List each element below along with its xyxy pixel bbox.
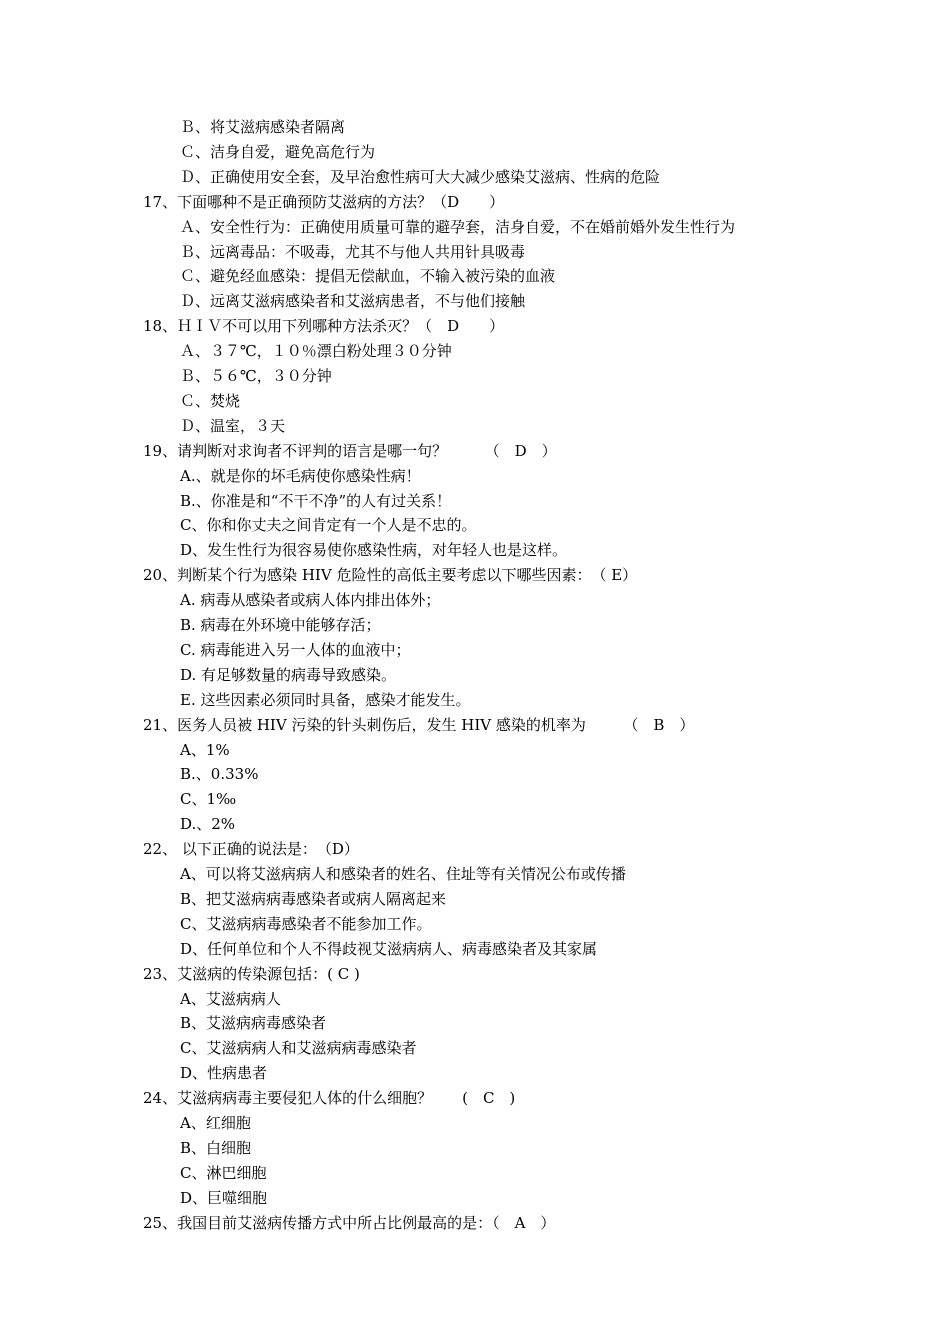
option-line: E. 这些因素必须同时具备，感染才能发生。 (180, 691, 471, 709)
option-line: C. 病毒能进入另一人体的血液中； (180, 641, 411, 659)
question-line: 18、ＨＩＶ不可以用下列哪种方法杀灭？（ D ） (143, 317, 505, 335)
option-line: Ａ、３７℃，１０％漂白粉处理３０分钟 (180, 342, 452, 360)
option-line: A、1% (180, 741, 230, 759)
question-line: 17、下面哪种不是正确预防艾滋病的方法？（D ） (143, 193, 505, 211)
option-line: B.、你准是和“不干不净”的人有过关系！ (180, 492, 452, 510)
option-line: B、把艾滋病病毒感染者或病人隔离起来 (180, 890, 447, 908)
option-line: B. 病毒在外环境中能够存活； (180, 616, 381, 634)
question-line: 25、我国目前艾滋病传播方式中所占比例最高的是：（ A ） (143, 1214, 556, 1232)
option-line: A. 病毒从感染者或病人体内排出体外； (180, 591, 441, 609)
option-line: Ｂ、将艾滋病感染者隔离 (180, 118, 346, 136)
option-line: Ｂ、远离毒品：不吸毒，尤其不与他人共用针具吸毒 (180, 243, 526, 261)
option-line: Ａ、安全性行为：正确使用质量可靠的避孕套，洁身自爱，不在婚前婚外发生性行为 (180, 218, 736, 236)
option-line: C、1‰ (180, 790, 237, 808)
option-line: D、任何单位和个人不得歧视艾滋病病人、病毒感染者及其家属 (180, 940, 598, 958)
option-line: B、白细胞 (180, 1139, 252, 1157)
option-line: A、可以将艾滋病病人和感染者的姓名、住址等有关情况公布或传播 (180, 865, 626, 883)
option-line: C、你和你丈夫之间肯定有一个人是不忠的。 (180, 516, 477, 534)
option-line: Ｃ、避免经血感染：提倡无偿献血，不输入被污染的血液 (180, 267, 556, 285)
option-line: D、巨噬细胞 (180, 1189, 268, 1207)
option-line: Ｄ、温室，３天 (180, 417, 286, 435)
question-line: 19、请判断对求询者不评判的语言是哪一句？ （ D ） (143, 442, 557, 460)
option-line: D. 有足够数量的病毒导致感染。 (180, 666, 397, 684)
question-line: 22、 以下正确的说法是： （D） (143, 840, 359, 858)
question-line: 24、艾滋病病毒主要侵犯人体的什么细胞？ ( C ) (143, 1089, 516, 1107)
option-line: Ｂ、５６℃，３０分钟 (180, 367, 332, 385)
option-line: Ｃ、洁身自爱，避免高危行为 (180, 143, 376, 161)
option-line: A、红细胞 (180, 1114, 251, 1132)
question-line: 20、判断某个行为感染 HIV 危险性的高低主要考虑以下哪些因素： （ E） (143, 566, 638, 584)
option-line: D、性病患者 (180, 1064, 268, 1082)
option-line: A、艾滋病病人 (180, 990, 281, 1008)
option-line: Ｄ、正确使用安全套，及早治愈性病可大大减少感染艾滋病、性病的危险 (180, 168, 661, 186)
option-line: D、发生性行为很容易使你感染性病，对年轻人也是这样。 (180, 541, 568, 559)
option-line: Ｄ、远离艾滋病感染者和艾滋病患者，不与他们接触 (180, 292, 526, 310)
option-line: D.、2% (180, 815, 236, 833)
option-line: Ｃ、焚烧 (180, 392, 241, 410)
option-line: A.、就是你的坏毛病使你感染性病！ (180, 467, 421, 485)
option-line: B、艾滋病病毒感染者 (180, 1014, 327, 1032)
option-line: B.、0.33% (180, 765, 259, 783)
option-line: C、艾滋病病人和艾滋病病毒感染者 (180, 1039, 417, 1057)
option-line: C、淋巴细胞 (180, 1164, 267, 1182)
question-line: 21、医务人员被 HIV 污染的针头刺伤后，发生 HIV 感染的机率为 （ B ） (143, 716, 695, 734)
option-line: C、艾滋病病毒感染者不能参加工作。 (180, 915, 432, 933)
question-line: 23、艾滋病的传染源包括：( C ) (143, 965, 360, 983)
